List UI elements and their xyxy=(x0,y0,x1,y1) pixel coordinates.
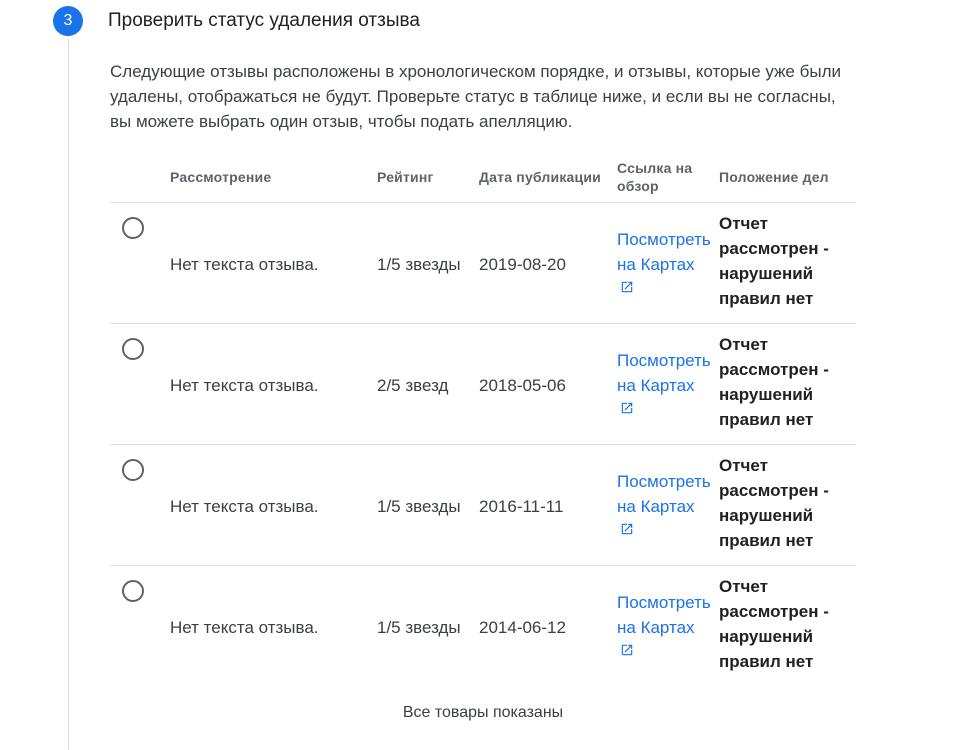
rating-value: 1/5 звезды xyxy=(377,618,461,637)
review-text: Нет текста отзыва. xyxy=(170,255,319,274)
status-text: Отчет рассмотрен - нарушений правил нет xyxy=(719,214,829,308)
view-on-maps-link[interactable]: Посмотреть на Картах xyxy=(617,230,711,274)
step-connector-line xyxy=(68,38,69,750)
review-text: Нет текста отзыва. xyxy=(170,376,319,395)
publication-date: 2014-06-12 xyxy=(479,618,566,637)
view-on-maps-link[interactable]: Посмотреть на Картах xyxy=(617,593,711,637)
column-header-review: Рассмотрение xyxy=(170,169,272,185)
column-header-status: Положение дел xyxy=(719,169,829,185)
column-header-date: Дата публикации xyxy=(479,169,601,185)
step-number-badge: 3 xyxy=(53,6,83,36)
external-link-icon[interactable] xyxy=(620,522,634,536)
review-link-cell xyxy=(617,590,721,657)
external-link-icon[interactable] xyxy=(620,280,634,294)
publication-date: 2018-05-06 xyxy=(479,376,566,395)
status-text: Отчет рассмотрен - нарушений правил нет xyxy=(719,335,829,429)
status-text: Отчет рассмотрен - нарушений правил нет xyxy=(719,456,829,550)
table-row xyxy=(110,323,856,445)
all-items-shown-label: Все товары показаны xyxy=(402,704,564,721)
status-text: Отчет рассмотрен - нарушений правил нет xyxy=(719,577,829,671)
publication-date: 2019-08-20 xyxy=(479,255,566,274)
radio-unselected-icon[interactable] xyxy=(122,217,144,239)
radio-unselected-icon[interactable] xyxy=(122,338,144,360)
view-on-maps-link[interactable]: Посмотреть на Картах xyxy=(617,351,711,395)
review-text: Нет текста отзыва. xyxy=(170,497,319,516)
external-link-icon[interactable] xyxy=(620,401,634,415)
radio-unselected-icon[interactable] xyxy=(122,459,144,481)
rating-value: 1/5 звезды xyxy=(377,497,461,516)
table-row xyxy=(110,444,856,566)
publication-date: 2016-11-11 xyxy=(479,497,564,516)
table-row xyxy=(110,565,856,687)
radio-unselected-icon[interactable] xyxy=(122,580,144,602)
step-description: Следующие отзывы расположены в хронологическом порядке, и отзывы, которые уже были удалены, отображаться не будут. Проверьте статус в таблице ниже, и если вы не согласны, вы можете выбрать один отзыв, чтобы подать апелляцию. xyxy=(110,62,841,131)
review-link-cell xyxy=(617,227,721,294)
review-link-cell xyxy=(617,469,721,536)
table-row xyxy=(110,202,856,324)
review-text: Нет текста отзыва. xyxy=(170,618,319,637)
step-title: Проверить статус удаления отзыва xyxy=(108,10,420,31)
view-on-maps-link[interactable]: Посмотреть на Картах xyxy=(617,472,711,516)
external-link-icon[interactable] xyxy=(620,643,634,657)
column-header-rating: Рейтинг xyxy=(377,169,434,185)
rating-value: 1/5 звезды xyxy=(377,255,461,274)
review-link-cell xyxy=(617,348,721,415)
rating-value: 2/5 звезд xyxy=(377,376,449,395)
column-header-link: Ссылка на обзор xyxy=(617,160,693,194)
